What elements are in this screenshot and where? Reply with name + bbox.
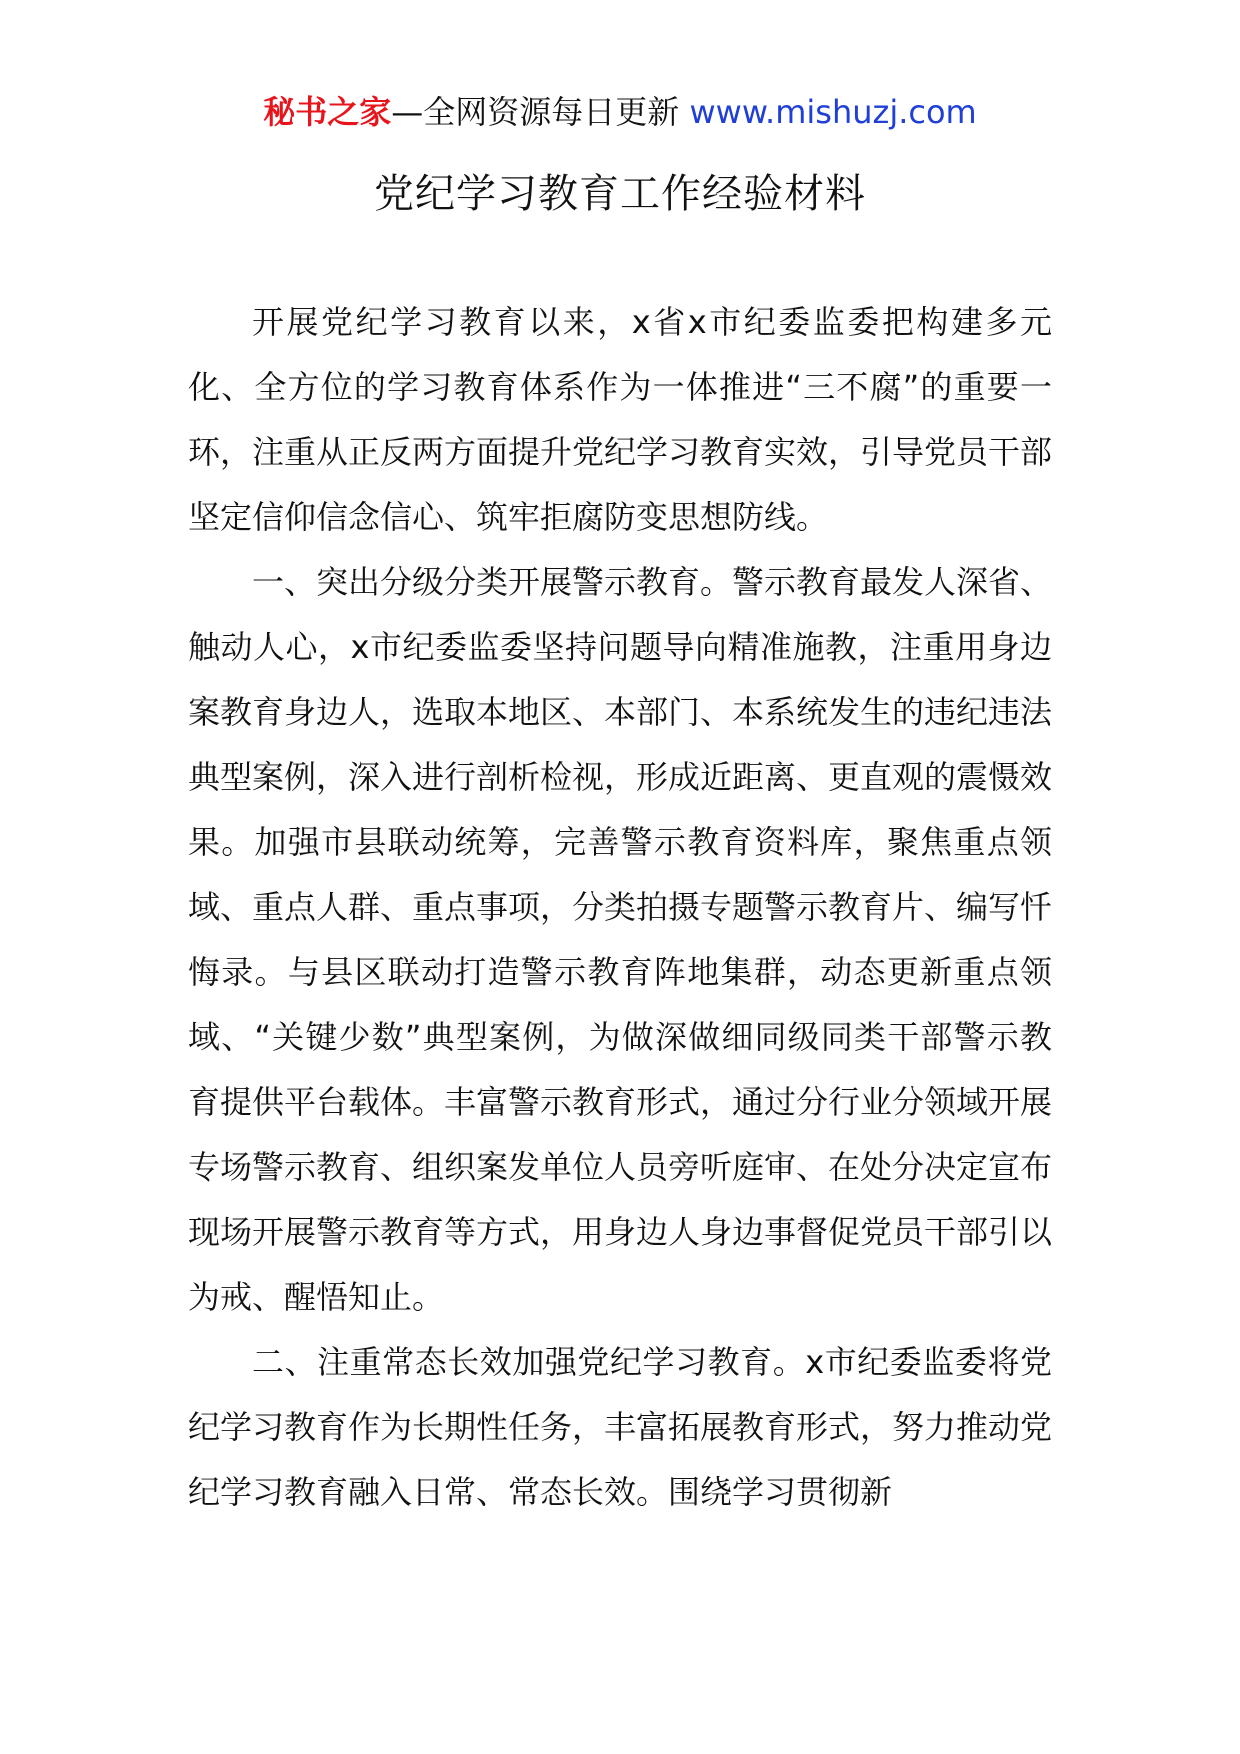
paragraph-section-1: 一、突出分级分类开展警示教育。警示教育最发人深省、触动人心，x市纪委监委坚持问题导向精准施教，注重用身边案教育身边人，选取本地区、本部门、本系统发生的违纪违法典型案例，深入进行剖析检视，形成近距离、更直观的震慑效果。加强市县联动统筹，完善警示教育资料库，聚焦重点领域、重点人群、重点事项，分类拍摄专题警示教育片、编写忏悔录。与县区联动打造警示教育阵地集群，动态更新重点领域、“关键少数”典型案例，为做深做细同级同类干部警示教育提供平台载体。丰富警示教育形式，通过分行业分领域开展专场警示教育、组织案发单位人员旁听庭审、在处分决定宣布现场开展警示教育等方式，用身边人身边事督促党员干部引以为戒、醒悟知止。 [188,563,1053,1316]
site-header [0,92,1240,132]
site-brand: 秘书之家 [263,93,392,131]
site-slogan: —全网资源每日更新 [391,93,690,131]
paragraph-intro: 开展党纪学习教育以来，x省x市纪委监委把构建多元化、全方位的学习教育体系作为一体推进“三不腐”的重要一环，注重从正反两方面提升党纪学习教育实效，引导党员干部坚定信仰信念信心、筑牢拒腐防变思想防线。 [188,303,1053,536]
site-url-link[interactable]: www.mishuzj.com [689,93,977,131]
document-title: 党纪学习教育工作经验材料 [374,171,866,217]
document-body [188,290,1052,1525]
paragraph-section-2: 二、注重常态长效加强党纪学习教育。x市纪委监委将党纪学习教育作为长期性任务，丰富拓展教育形式，努力推动党纪学习教育融入日常、常态长效。围绕学习贯彻新 [188,1343,1053,1511]
